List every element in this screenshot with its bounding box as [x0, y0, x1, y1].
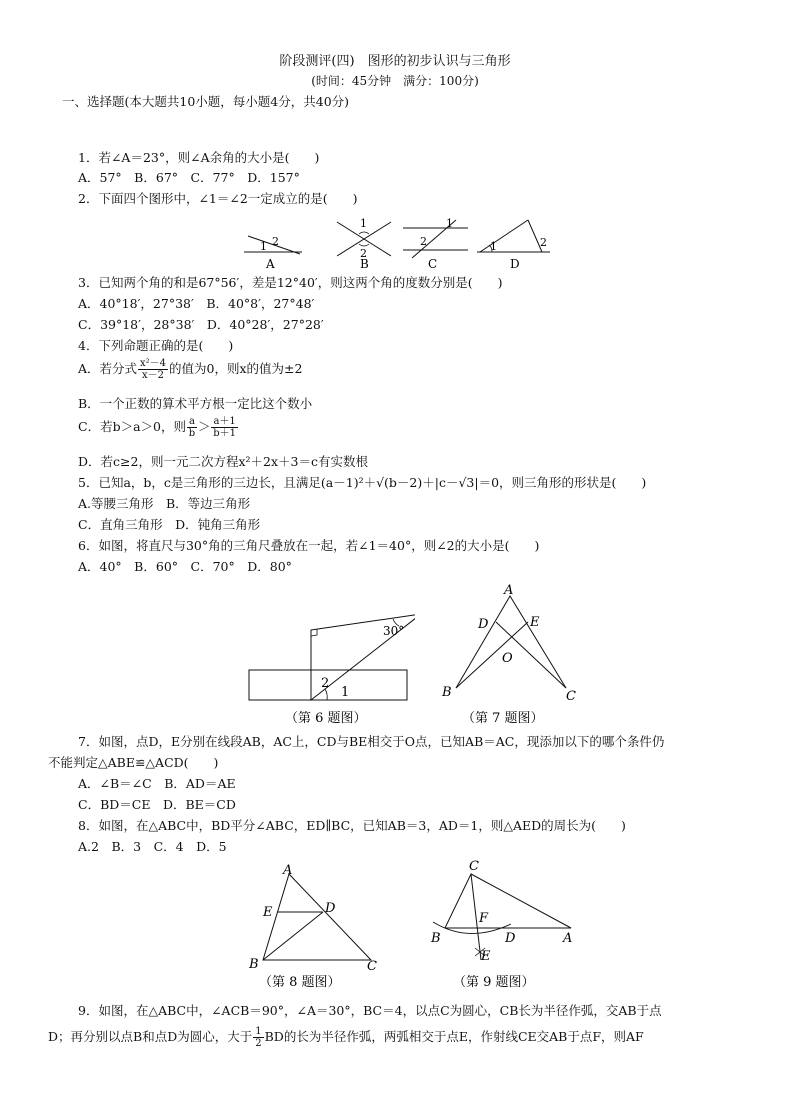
fig7-label-c: C [566, 689, 576, 704]
q7-options-row2: C．BD＝CE D．BE＝CD [78, 797, 236, 812]
q8-options: A.2 B．3 C．4 D．5 [78, 839, 227, 854]
q7-stem-line1: 7．如图，点D，E分别在线段AB，AC上，CD与BE相交于O点，已知AB＝AC，现添加以下的哪个条件仍 [78, 734, 665, 749]
q9-line2: D；再分别以点B和点D为圆心，大于 $\frac{1}{2}$ BD的长为半径作弧，两弧相交于点E，作射线CE交AB于点F，则AF [48, 1026, 644, 1049]
fig9-label-f: F [479, 911, 489, 926]
fig8-label-a: A [283, 863, 293, 878]
fig9-caption: （第 9 题图） [453, 975, 535, 990]
figure-6 [245, 608, 415, 728]
figure-7 [438, 578, 588, 728]
svg-text:2: 2 [272, 235, 279, 248]
svg-text:1: 1 [490, 240, 497, 253]
q6-options: A．40° B．60° C．70° D．80° [78, 559, 292, 574]
q2-figures [240, 214, 570, 272]
q5-stem: 5．已知a，b，c是三角形的三边长，且满足(a－1)²＋√(b－2)＋|c－√3|＝0，则三角形的形状是( ) [78, 475, 647, 490]
q6-stem: 6．如图，将直尺与30°角的三角尺叠放在一起，若∠1＝40°，则∠2的大小是( ) [78, 538, 540, 553]
q2-figure-d [477, 220, 550, 271]
q2-figure-c [403, 217, 468, 271]
figure-9 [425, 852, 585, 995]
q4-option-b: B．一个正数的算术平方根一定比这个数小 [78, 396, 313, 411]
q2-label-c: C [428, 257, 438, 271]
q7-stem-line2: 不能判定△ABE≌△ACD( ) [48, 755, 219, 770]
svg-text:2: 2 [420, 235, 427, 248]
svg-text:2: 2 [360, 247, 367, 260]
fig9-label-c: C [469, 859, 479, 874]
q4-option-c: C．若b＞a＞0，则 $\frac{a}{b}$ ＞ $\frac{a+1}{b+1}$ [78, 416, 237, 439]
fig7-label-d: D [478, 617, 489, 632]
fig8-label-e: E [263, 905, 273, 920]
fig8-caption: （第 8 题图） [259, 975, 341, 990]
q2-figure-a [242, 235, 302, 271]
fig9-label-b: B [431, 931, 441, 946]
figure-8 [245, 860, 395, 995]
q5-options-row2: C．直角三角形 D．钝角三角形 [78, 517, 261, 532]
q4-stem: 4．下列命题正确的是( ) [78, 338, 234, 353]
q9-line1: 9．如图，在△ABC中，∠ACB＝90°，∠A＝30°，BC＝4，以点C为圆心，CB长为半径作弧，交AB于点 [78, 1003, 662, 1018]
page-subtitle: (时间：45分钟 满分：100分) [311, 74, 479, 88]
q2-label-a: A [266, 257, 275, 271]
q2-label-b: B [360, 257, 369, 271]
q2-figure-b [337, 217, 391, 271]
q2-label-d: D [510, 257, 520, 271]
page-title: 阶段测评(四) 图形的初步认识与三角形 [279, 54, 511, 69]
q3-options-row2: C．39°18′，28°38′ D．40°28′，27°28′ [78, 317, 324, 332]
fig7-label-b: B [442, 685, 452, 700]
fig9-label-e: E [481, 949, 491, 964]
svg-text:1: 1 [446, 217, 453, 230]
fig7-caption: （第 7 题图） [462, 711, 544, 726]
q2-stem: 2．下面四个图形中，∠1＝∠2一定成立的是( ) [78, 191, 358, 206]
fig7-label-a: A [504, 583, 514, 598]
fig6-label2: 2 [321, 676, 330, 691]
q7-options-row1: A．∠B＝∠C B．AD＝AE [78, 776, 236, 791]
fig8-label-d: D [325, 901, 336, 916]
svg-text:1: 1 [260, 240, 267, 253]
svg-text:1: 1 [360, 217, 367, 230]
q1-options: A．57° B．67° C．77° D．157° [78, 170, 300, 185]
fig6-angle30: 30° [383, 624, 405, 638]
svg-text:2: 2 [540, 236, 547, 249]
fig7-label-o: O [502, 651, 513, 666]
fig6-label1: 1 [341, 685, 350, 700]
q3-stem: 3．已知两个角的和是67°56′，差是12°40′，则这两个角的度数分别是( ) [78, 275, 503, 290]
fig8-label-b: B [249, 957, 259, 972]
q4-option-a: A．若分式 $\frac{\text{x²－4}}{x-2}$ 的值为0，则x的值为±2 [78, 358, 303, 381]
fig8-label-c: C [367, 959, 377, 974]
q3-options-row1: A．40°18′，27°38′ B．40°8′，27°48′ [78, 296, 315, 311]
q4-option-d: D．若c≥2，则一元二次方程x²＋2x＋3＝c有实数根 [78, 454, 368, 469]
q1-stem: 1．若∠A＝23°，则∠A余角的大小是( ) [78, 150, 320, 165]
section-heading: 一、选择题(本大题共10小题，每小题4分，共40分) [62, 94, 350, 109]
q8-stem: 8．如图，在△ABC中，BD平分∠ABC，ED∥BC，已知AB＝3，AD＝1，则△AED的周长为( ) [78, 818, 626, 833]
fig9-label-a: A [563, 931, 573, 946]
fig6-caption: （第 6 题图） [285, 711, 367, 726]
fig9-label-d: D [505, 931, 516, 946]
fig7-label-e: E [530, 615, 540, 630]
q5-options-row1: A.等腰三角形 B．等边三角形 [78, 496, 251, 511]
